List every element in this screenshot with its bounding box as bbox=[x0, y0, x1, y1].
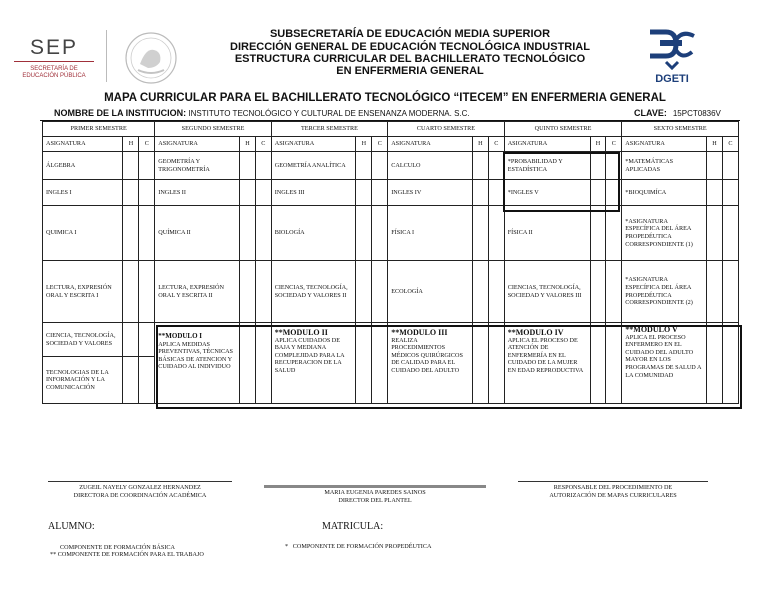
module-1-desc: APLICA MEDIDAS PREVENTIVAS, TÉCNICAS BÁSICAS DE ATENCION Y CUIDADO AL INDIVIDUO bbox=[158, 340, 233, 371]
subject-cell: CIENCIA, TECNOLOGÍA, SOCIEDAD Y VALORES bbox=[43, 323, 123, 357]
module-5-title: **MODULO V bbox=[625, 325, 678, 334]
semester-5-header: QUINTO SEMESTRE bbox=[504, 122, 622, 137]
legend-work: ** COMPONENTE DE FORMACIÓN PARA EL TRABAJO bbox=[50, 551, 204, 558]
legend-propedeutic-text: COMPONENTE DE FORMACIÓN PROPEDÉUTICA bbox=[292, 543, 432, 550]
subject-cell: LECTURA, EXPRESIÓN ORAL Y ESCRITA II bbox=[155, 261, 240, 323]
col-c: C bbox=[372, 137, 388, 152]
dgeti-logo bbox=[636, 26, 708, 84]
map-title: MAPA CURRICULAR PARA EL BACHILLERATO TECNOLÓGICO “ITECEM” EN ENFERMERIA GENERAL bbox=[104, 92, 666, 104]
col-h: H bbox=[123, 137, 139, 152]
subject-cell: CIENCIAS, TECNOLOGÍA, SOCIEDAD Y VALORES II bbox=[271, 261, 356, 323]
signature-line-2 bbox=[264, 485, 486, 488]
legend-propedeutic bbox=[285, 543, 431, 551]
module-4-desc: APLICA EL PROCESO DE ATENCIÓN DE ENFERMERÍA EN EL CUIDADO DE LA MUJER EN EDAD REPRODUCTIVA bbox=[507, 336, 584, 374]
sep-logo-sub-1: SECRETARÍA DE bbox=[30, 66, 78, 72]
header-line-1: SUBSECRETARÍA DE EDUCACIÓN MEDIA SUPERIOR bbox=[269, 28, 551, 40]
clave-label: CLAVE: bbox=[634, 108, 667, 118]
col-asignatura: ASIGNATURA bbox=[504, 137, 590, 152]
signature-2 bbox=[264, 489, 486, 504]
col-h: H bbox=[356, 137, 372, 152]
clave-line bbox=[634, 108, 721, 118]
subject-cell: ÁLGEBRA bbox=[43, 152, 123, 180]
subject-cell: BIOLOGÍA bbox=[271, 206, 356, 261]
subject-cell: GEOMETRÍA Y TRIGONOMETRÍA bbox=[155, 152, 240, 180]
subject-cell: *BIOQUIMÍCA bbox=[622, 180, 707, 206]
signature-3-name: RESPONSABLE DEL PROCEDIMIENTO DE bbox=[553, 484, 673, 491]
legend-propedeutic-mark: * bbox=[285, 543, 289, 550]
subject-cell: *INGLES V bbox=[504, 180, 590, 206]
col-asignatura: ASIGNATURA bbox=[271, 137, 356, 152]
col-c: C bbox=[722, 137, 738, 152]
col-h: H bbox=[707, 137, 723, 152]
header-line-2: DIRECCIÓN GENERAL DE EDUCACIÓN TECNOLÓGICA INDUSTRIAL bbox=[230, 41, 590, 53]
signature-line-3 bbox=[518, 481, 708, 482]
subject-cell: FÍSICA II bbox=[504, 206, 590, 261]
signature-1-role: DIRECTORA DE COORDINACIÓN ACADÉMICA bbox=[73, 491, 207, 499]
subject-cell: INGLES III bbox=[271, 180, 356, 206]
module-2-desc: APLICA CUIDADOS DE BAJA Y MEDIANA COMPLEJIDAD PARA LA RECUPERACION DE LA SALUD bbox=[274, 336, 345, 374]
subject-cell: FÍSICA I bbox=[388, 206, 473, 261]
subject-cell: CALCULO bbox=[388, 152, 473, 180]
subject-cell: *ASIGNATURA ESPECÍFICA DEL ÁREA PROPEDÉUTICA CORRESPONDIENTE (1) bbox=[622, 206, 707, 261]
col-asignatura: ASIGNATURA bbox=[622, 137, 707, 152]
col-asignatura: ASIGNATURA bbox=[155, 137, 240, 152]
col-h: H bbox=[239, 137, 255, 152]
module-2-title: **MODULO II bbox=[274, 328, 328, 337]
col-c: C bbox=[488, 137, 504, 152]
module-5-desc: APLICA EL PROCESO ENFERMERO EN EL CUIDADO DEL ADULTO MAYOR EN LOS PROGRAMAS DE SALUD A LA COMUNIDAD bbox=[625, 333, 702, 379]
modules-group-frame bbox=[156, 325, 742, 409]
subject-cell: *MATEMÁTICAS APLICADAS bbox=[622, 152, 707, 180]
col-asignatura: ASIGNATURA bbox=[43, 137, 123, 152]
table-row bbox=[43, 152, 739, 180]
signature-2-name: MARIA EUGENIA PAREDES SAINOS bbox=[324, 489, 426, 496]
header-line-4: EN ENFERMERIA GENERAL bbox=[336, 65, 484, 77]
column-header-row bbox=[43, 137, 739, 152]
module-1-title: **MODULO I bbox=[158, 332, 203, 340]
semester-header-row bbox=[43, 122, 739, 137]
subject-cell: INGLES IV bbox=[388, 180, 473, 206]
col-h: H bbox=[472, 137, 488, 152]
table-top-rule bbox=[40, 120, 740, 121]
table-row bbox=[43, 206, 739, 261]
subject-cell: LECTURA, EXPRESIÓN ORAL Y ESCRITA I bbox=[43, 261, 123, 323]
institution-line bbox=[54, 108, 470, 118]
col-c: C bbox=[255, 137, 271, 152]
legend-basic: COMPONENTE DE FORMACIÓN BÁSICA bbox=[60, 544, 175, 551]
semester-3-header: TERCER SEMESTRE bbox=[271, 122, 387, 137]
sep-logo-sub-2: EDUCACIÓN PÚBLICA bbox=[22, 73, 86, 79]
table-row bbox=[43, 180, 739, 206]
subject-cell: QUÍMICA II bbox=[155, 206, 240, 261]
propedeutic-group-frame bbox=[503, 152, 620, 212]
semester-4-header: CUARTO SEMESTRE bbox=[388, 122, 505, 137]
subject-cell: QUIMICA I bbox=[43, 206, 123, 261]
subject-cell: INGLES II bbox=[155, 180, 240, 206]
dgeti-emblem-icon bbox=[636, 26, 708, 70]
table-row bbox=[43, 261, 739, 323]
sep-logo bbox=[8, 36, 100, 84]
logo-divider bbox=[106, 30, 107, 82]
subject-cell: TECNOLOGIAS DE LA INFORMACIÓN Y LA COMUNICACIÓN bbox=[43, 357, 123, 404]
clave-value: 15PCT0836V bbox=[672, 109, 721, 118]
subject-cell: GEOMETRÍA ANALÍTICA bbox=[271, 152, 356, 180]
header-line-3: ESTRUCTURA CURRICULAR DEL BACHILLERATO TECNOLÓGICO bbox=[234, 53, 586, 65]
col-c: C bbox=[606, 137, 622, 152]
dgeti-label: DGETI bbox=[655, 73, 689, 85]
alumno-label: ALUMNO: bbox=[48, 521, 95, 532]
col-asignatura: ASIGNATURA bbox=[388, 137, 473, 152]
col-h: H bbox=[590, 137, 606, 152]
national-seal-icon bbox=[116, 30, 186, 86]
module-3-title: **MODULO III bbox=[391, 328, 448, 337]
signature-line-1 bbox=[48, 481, 232, 482]
subject-cell: ECOLOGÍA bbox=[388, 261, 473, 323]
signature-2-role: DIRECTOR DEL PLANTEL bbox=[338, 496, 412, 504]
signature-3 bbox=[518, 484, 708, 499]
subject-cell: CIENCIAS, TECNOLOGÍA, SOCIEDAD Y VALORES III bbox=[504, 261, 590, 323]
subject-cell: *ASIGNATURA ESPECÍFICA DEL ÁREA PROPEDÉUTICA CORRESPONDIENTE (2) bbox=[622, 261, 707, 323]
subject-cell: INGLES I bbox=[43, 180, 123, 206]
institution-value: INSTITUTO TECNOLÓGICO Y CULTURAL DE ENSENANZA MODERNA. S.C. bbox=[188, 109, 470, 118]
semester-2-header: SEGUNDO SEMESTRE bbox=[155, 122, 271, 137]
matricula-label: MATRICULA: bbox=[322, 521, 384, 532]
module-4-title: **MODULO IV bbox=[507, 328, 564, 337]
signature-3-role: AUTORIZACIÓN DE MAPAS CURRICULARES bbox=[549, 491, 677, 499]
signature-1 bbox=[48, 484, 232, 499]
subject-cell: *PROBABILIDAD Y ESTADÍSTICA bbox=[504, 152, 590, 180]
col-c: C bbox=[139, 137, 155, 152]
module-3-desc: REALIZA PROCEDIMIENTOS MÉDICOS QUIRÚRGICOS DE CALIDAD PARA EL CUIDADO DEL ADULTO bbox=[391, 336, 463, 374]
semester-1-header: PRIMER SEMESTRE bbox=[43, 122, 155, 137]
signature-1-name: ZUGEIL NAYELY GONZALEZ HERNANDEZ bbox=[79, 484, 201, 491]
semester-6-header: SEXTO SEMESTRE bbox=[622, 122, 739, 137]
sep-logo-word: SEP bbox=[29, 36, 79, 59]
institution-label: NOMBRE DE LA INSTITUCION: bbox=[54, 108, 187, 118]
